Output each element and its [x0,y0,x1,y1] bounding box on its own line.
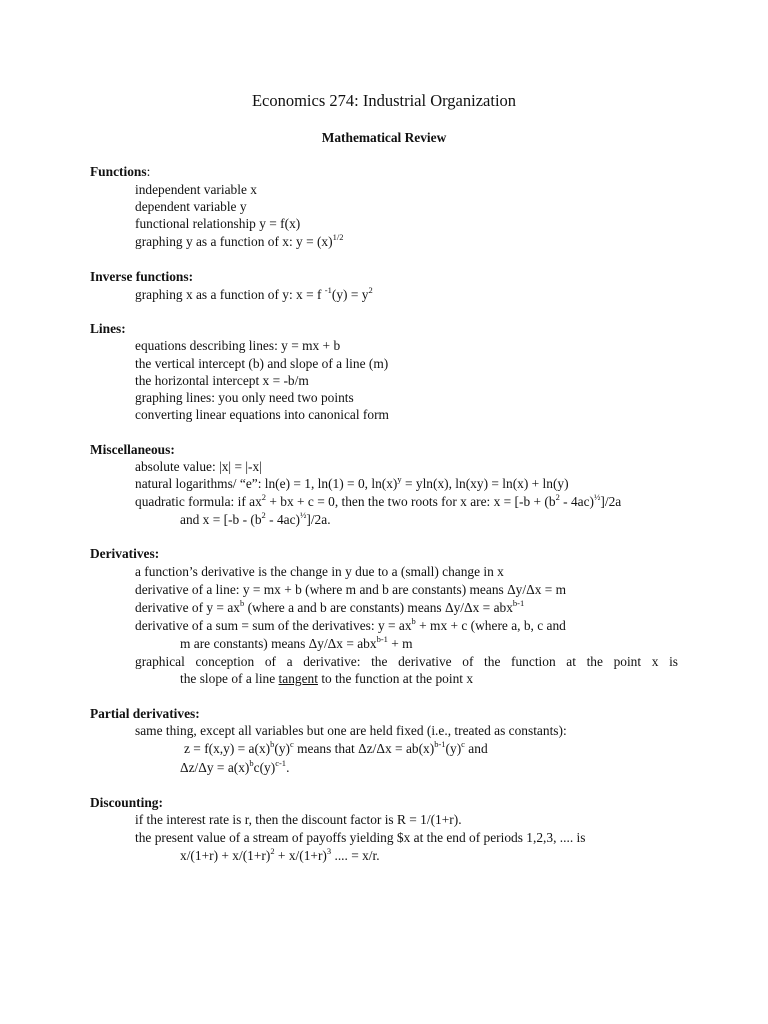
section-heading-derivatives: Derivatives: [90,546,160,561]
lines-line: converting linear equations into canonical form [135,407,389,422]
discounting-line: if the interest rate is r, then the discount factor is R = 1/(1+r). [135,812,462,827]
functions-line: dependent variable y [135,199,247,214]
inverse-functions-line: graphing x as a function of y: x = f $^{-1}(y) = y^2$ [135,284,373,302]
document-subtitle: Mathematical Review [321,130,447,145]
section-heading-partial-derivatives: Partial derivatives: [90,706,200,721]
section-heading-miscellaneous: Miscellaneous: [90,442,175,457]
functions-graph-line: graphing y as a function of x: $y = (x)^{1/2}$ [135,231,344,249]
lines-line: equations describing lines: y = mx + b [135,338,341,353]
functions-line: independent variable x [135,182,257,197]
quadratic-formula-line: quadratic formula: if $ax^2$ + bx + c = 0, then the two roots for x are: $x = [-b + (b^2 - 4ac)^{\frac{1}{2}}]/2a$ [135,491,622,509]
quadratic-formula-line-continued: and $x = [-b - (b^2 - 4ac)^{\frac{1}{2}}]/2a$. [180,509,331,527]
partial-derivatives-equation: $z = f(x,y) = a(x)^b(y)^c$ means that $\Delta z/\Delta x = ab(x)^{b-1}(y)^c$ and [184,738,488,756]
lines-line: the horizontal intercept x = -b/m [135,373,309,388]
logarithm-line: natural logarithms/ “e”: ln(e) = 1, ln(1) = 0, $\ln(x)^y = yln(x)$, ln(xy) = ln(x) + ln(y) [135,473,569,491]
derivatives-line-continued: the slope of a line tangent to the function at the point x [180,671,474,686]
section-heading-discounting: Discounting: [90,795,163,810]
absolute-value-line: absolute value: |x| = |-x| [135,459,262,474]
partial-derivatives-line: same thing, except all variables but one are held fixed (i.e., treated as constants): [135,723,567,738]
tangent-underlined-word: tangent [278,671,318,686]
partial-derivatives-equation: $\Delta z/\Delta y = a(x)^bc(y)^{c-1}$. [180,757,290,775]
section-heading-lines: Lines: [90,321,126,336]
section-heading-inverse-functions: Inverse functions: [90,269,194,284]
discounting-line: the present value of a stream of payoffs yielding $x at the end of periods 1,2,3, .... is [135,830,586,845]
derivatives-line: graphical conception of a derivative: the derivative of the function at the point x is [135,654,678,669]
derivatives-line: derivative of a line: y = mx + b (where m and b are constants) means Δy/Δx = m [135,582,567,597]
document-title: Economics 274: Industrial Organization [251,91,517,110]
section-heading-functions: Functions: [90,164,151,179]
lines-line: graphing lines: you only need two points [135,390,354,405]
functions-line: functional relationship y = f(x) [135,216,301,231]
lines-line: the vertical intercept (b) and slope of a line (m) [135,356,389,371]
discounting-equation: $x/(1+r) + x/(1+r)^2 + x/(1+r)^3$ .... = x/r. [180,845,380,863]
derivatives-line: derivative of $y = ax^b$ (where a and b are constants) means Δy/Δx = abx$^{b-1}$ [135,597,525,615]
derivatives-line: a function’s derivative is the change in y due to a (small) change in x [135,564,504,579]
derivatives-line: derivative of a sum = sum of the derivatives: $y = ax^b$ + mx + c (where a, b, c and [135,615,566,633]
derivatives-line-continued: m are constants) means Δy/Δx = abx$^{b-1}$ + m [180,633,413,651]
